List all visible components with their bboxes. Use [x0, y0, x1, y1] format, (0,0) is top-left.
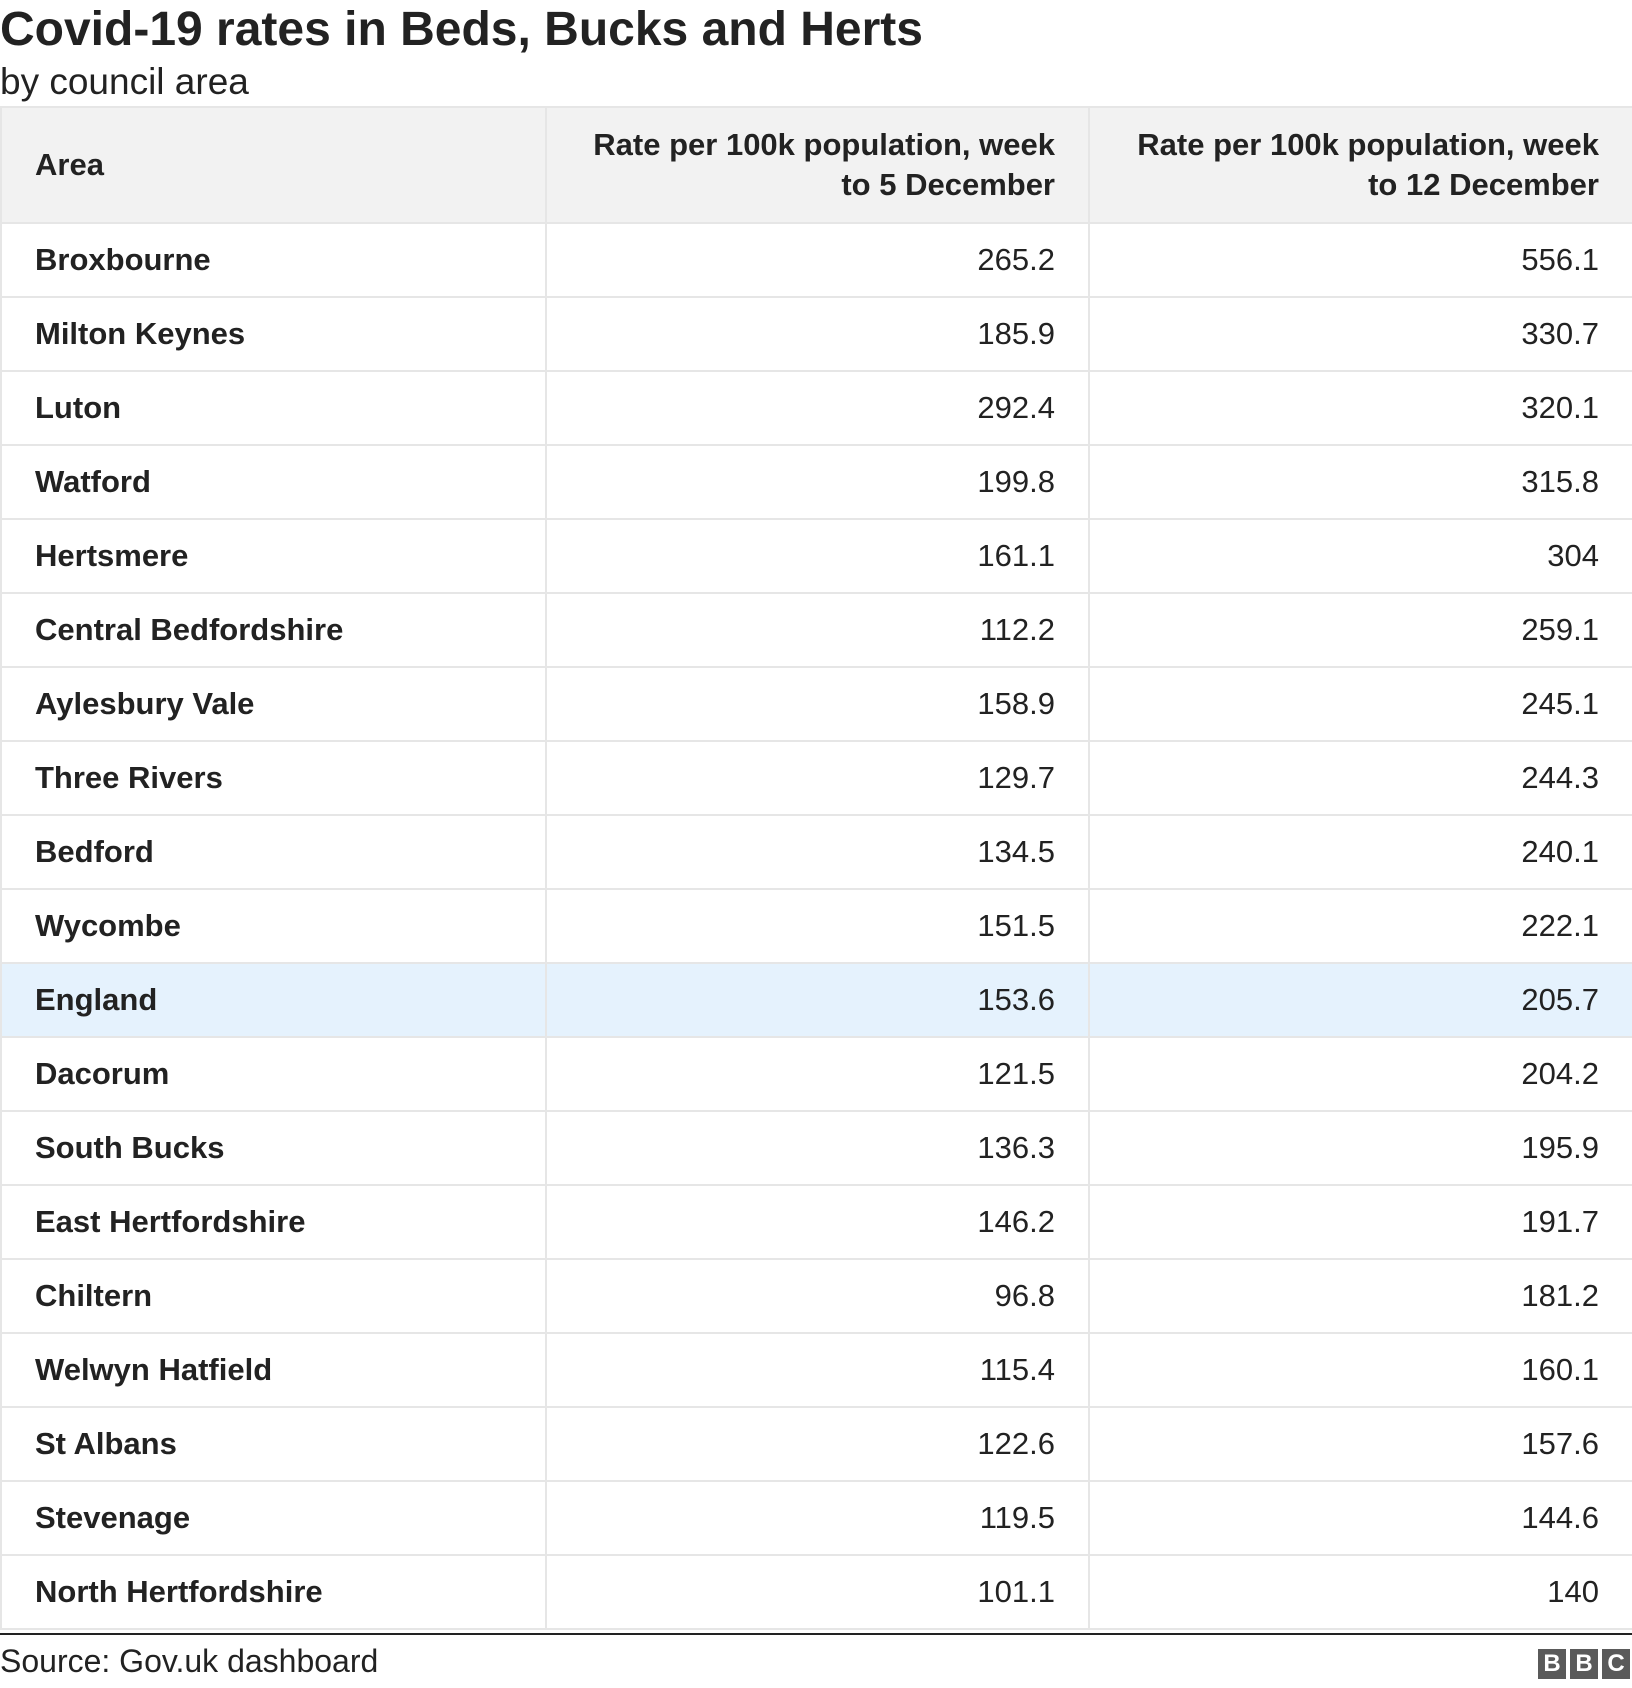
cell-rate-dec12: 204.2 [1089, 1037, 1632, 1111]
cell-rate-dec5: 185.9 [546, 297, 1089, 371]
table-header-row [1, 107, 1632, 223]
chart-subtitle: by council area [0, 61, 249, 102]
table-row [1, 445, 1632, 519]
cell-rate-dec12: 157.6 [1089, 1407, 1632, 1481]
cell-area: Welwyn Hatfield [1, 1333, 546, 1407]
cell-area: Hertsmere [1, 519, 546, 593]
data-table-container [0, 106, 1632, 1630]
table-row [1, 1333, 1632, 1407]
cell-rate-dec12: 160.1 [1089, 1333, 1632, 1407]
cell-rate-dec5: 115.4 [546, 1333, 1089, 1407]
cell-area: South Bucks [1, 1111, 546, 1185]
cell-rate-dec12: 330.7 [1089, 297, 1632, 371]
cell-area: Milton Keynes [1, 297, 546, 371]
cell-rate-dec12: 144.6 [1089, 1481, 1632, 1555]
table-row [1, 889, 1632, 963]
cell-rate-dec5: 151.5 [546, 889, 1089, 963]
cell-rate-dec12: 140 [1089, 1555, 1632, 1629]
column-header-dec12: Rate per 100k population, week to 12 December [1089, 107, 1632, 223]
bbc-logo [1538, 1649, 1630, 1679]
cell-rate-dec5: 153.6 [546, 963, 1089, 1037]
cell-rate-dec5: 112.2 [546, 593, 1089, 667]
bbc-logo-letter: B [1570, 1649, 1598, 1679]
cell-rate-dec5: 121.5 [546, 1037, 1089, 1111]
cell-rate-dec5: 199.8 [546, 445, 1089, 519]
source-note: Source: Gov.uk dashboard [0, 1643, 379, 1679]
table-row [1, 297, 1632, 371]
cell-area: Wycombe [1, 889, 546, 963]
cell-area: Three Rivers [1, 741, 546, 815]
table-body [1, 223, 1632, 1629]
cell-area: North Hertfordshire [1, 1555, 546, 1629]
cell-rate-dec5: 129.7 [546, 741, 1089, 815]
cell-rate-dec5: 134.5 [546, 815, 1089, 889]
cell-rate-dec5: 146.2 [546, 1185, 1089, 1259]
footer-divider [0, 1633, 1632, 1635]
cell-area: St Albans [1, 1407, 546, 1481]
bbc-logo-letter: C [1602, 1649, 1630, 1679]
column-header-dec5: Rate per 100k population, week to 5 December [546, 107, 1089, 223]
cell-rate-dec12: 191.7 [1089, 1185, 1632, 1259]
cell-rate-dec12: 244.3 [1089, 741, 1632, 815]
cell-rate-dec12: 222.1 [1089, 889, 1632, 963]
cell-rate-dec5: 101.1 [546, 1555, 1089, 1629]
cell-rate-dec5: 136.3 [546, 1111, 1089, 1185]
cell-rate-dec12: 205.7 [1089, 963, 1632, 1037]
table-row [1, 223, 1632, 297]
bbc-logo-letter: B [1538, 1649, 1566, 1679]
cell-rate-dec5: 122.6 [546, 1407, 1089, 1481]
cell-rate-dec5: 96.8 [546, 1259, 1089, 1333]
table-row [1, 1555, 1632, 1629]
table-row [1, 963, 1632, 1037]
cell-rate-dec5: 158.9 [546, 667, 1089, 741]
cell-area: Watford [1, 445, 546, 519]
cell-rate-dec12: 304 [1089, 519, 1632, 593]
column-header-area: Area [1, 107, 546, 223]
data-table [0, 106, 1632, 1630]
cell-area: Aylesbury Vale [1, 667, 546, 741]
table-row [1, 815, 1632, 889]
table-row [1, 1481, 1632, 1555]
cell-area: Central Bedfordshire [1, 593, 546, 667]
chart-title: Covid-19 rates in Beds, Bucks and Herts [0, 3, 923, 56]
cell-rate-dec5: 161.1 [546, 519, 1089, 593]
cell-rate-dec12: 320.1 [1089, 371, 1632, 445]
cell-rate-dec12: 195.9 [1089, 1111, 1632, 1185]
cell-rate-dec5: 292.4 [546, 371, 1089, 445]
cell-area: England [1, 963, 546, 1037]
cell-rate-dec5: 265.2 [546, 223, 1089, 297]
table-row [1, 1111, 1632, 1185]
cell-area: Chiltern [1, 1259, 546, 1333]
table-row [1, 1185, 1632, 1259]
cell-area: Bedford [1, 815, 546, 889]
cell-rate-dec12: 556.1 [1089, 223, 1632, 297]
table-row [1, 1037, 1632, 1111]
table-row [1, 371, 1632, 445]
cell-area: Stevenage [1, 1481, 546, 1555]
cell-rate-dec12: 240.1 [1089, 815, 1632, 889]
table-row [1, 519, 1632, 593]
table-row [1, 1259, 1632, 1333]
table-row [1, 741, 1632, 815]
table-row [1, 667, 1632, 741]
table-row [1, 1407, 1632, 1481]
cell-rate-dec5: 119.5 [546, 1481, 1089, 1555]
cell-area: Dacorum [1, 1037, 546, 1111]
cell-area: Broxbourne [1, 223, 546, 297]
cell-area: East Hertfordshire [1, 1185, 546, 1259]
cell-rate-dec12: 245.1 [1089, 667, 1632, 741]
cell-area: Luton [1, 371, 546, 445]
cell-rate-dec12: 315.8 [1089, 445, 1632, 519]
cell-rate-dec12: 259.1 [1089, 593, 1632, 667]
cell-rate-dec12: 181.2 [1089, 1259, 1632, 1333]
table-row [1, 593, 1632, 667]
